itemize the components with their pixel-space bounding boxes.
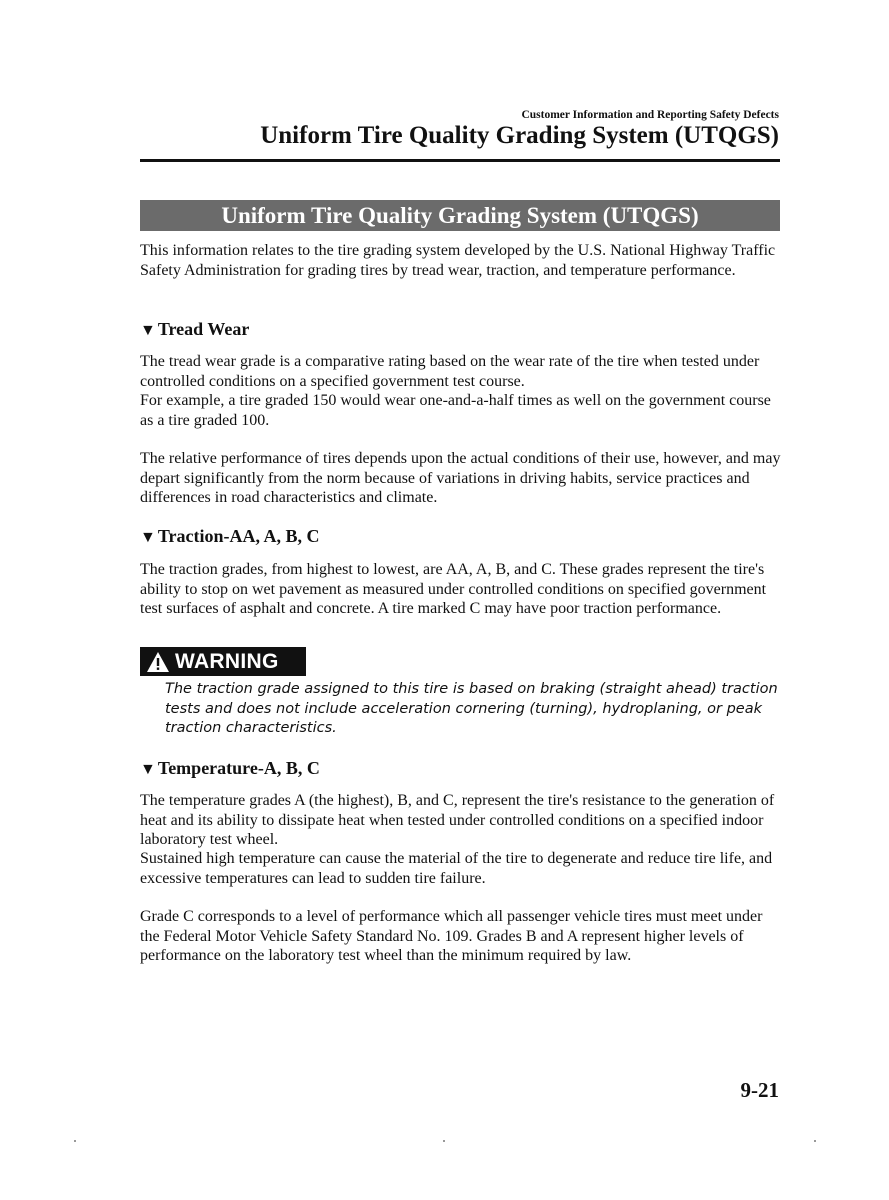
crop-mark: [443, 1140, 445, 1142]
intro-paragraph: This information relates to the tire grading system developed by the U.S. National Highway Traffic Safety Administration for grading tires by tread wear, traction, and temperature performance.: [140, 242, 776, 279]
traction-heading: [140, 526, 320, 547]
warning-triangle-icon: [146, 651, 170, 673]
tread-wear-heading: [140, 319, 249, 340]
warning-text: The traction grade assigned to this tire is based on braking (straight ahead) traction tests and does not include acceleration cornering (turning), hydroplaning, or peak traction characteristics.: [165, 681, 778, 736]
triangle-bullet-icon: ▼: [140, 322, 156, 339]
triangle-bullet-icon: ▼: [140, 761, 156, 778]
temperature-paragraph-3: Grade C corresponds to a level of performance which all passenger vehicle tires must meet under the Federal Motor Vehicle Safety Standard No. 109. Grades B and A represent higher levels of performance on the laboratory test wheel than the minimum required by law.: [140, 908, 763, 964]
page-number: 9-21: [740, 1078, 779, 1102]
temperature-heading-text: Temperature-A, B, C: [157, 758, 320, 778]
temperature-paragraph-2: Sustained high temperature can cause the material of the tire to degenerate and reduce tire life, and excessive temperatures can lead to sudden tire failure.: [140, 850, 773, 887]
page-title: Uniform Tire Quality Grading System (UTQGS): [260, 122, 779, 149]
tread-wear-heading-text: Tread Wear: [157, 319, 250, 339]
temperature-paragraph-1: The temperature grades A (the highest), B, and C, represent the tire's resistance to the generation of heat and its ability to dissipate heat when tested under controlled conditions on a specified indoor laboratory test wheel.: [140, 792, 775, 848]
triangle-bullet-icon: ▼: [140, 529, 156, 546]
tread-wear-paragraph-3: The relative performance of tires depends upon the actual conditions of their use, however, and may depart significantly from the norm because of variations in driving habits, service practices and differences in road characteristics and climate.: [140, 450, 781, 506]
header-divider: [140, 159, 780, 162]
section-header: Customer Information and Reporting Safety Defects: [521, 109, 779, 121]
traction-heading-text: Traction-AA, A, B, C: [157, 526, 320, 546]
warning-label: WARNING: [175, 649, 279, 673]
temperature-heading: [140, 758, 320, 779]
crop-mark: [814, 1140, 816, 1142]
tread-wear-paragraph-2: For example, a tire graded 150 would wear one-and-a-half times as well on the government course as a tire graded 100.: [140, 392, 771, 429]
warning-label-box: [140, 647, 306, 676]
section-banner: Uniform Tire Quality Grading System (UTQGS): [140, 200, 780, 231]
traction-paragraph: The traction grades, from highest to lowest, are AA, A, B, and C. These grades represent the tire's ability to stop on wet pavement as measured under controlled conditions on specified government test surfaces of asphalt and concrete. A tire marked C may have poor traction performance.: [140, 561, 767, 617]
crop-mark: [74, 1140, 76, 1142]
tread-wear-paragraph-1: The tread wear grade is a comparative rating based on the wear rate of the tire when tested under controlled conditions on a specified government test course.: [140, 353, 760, 390]
